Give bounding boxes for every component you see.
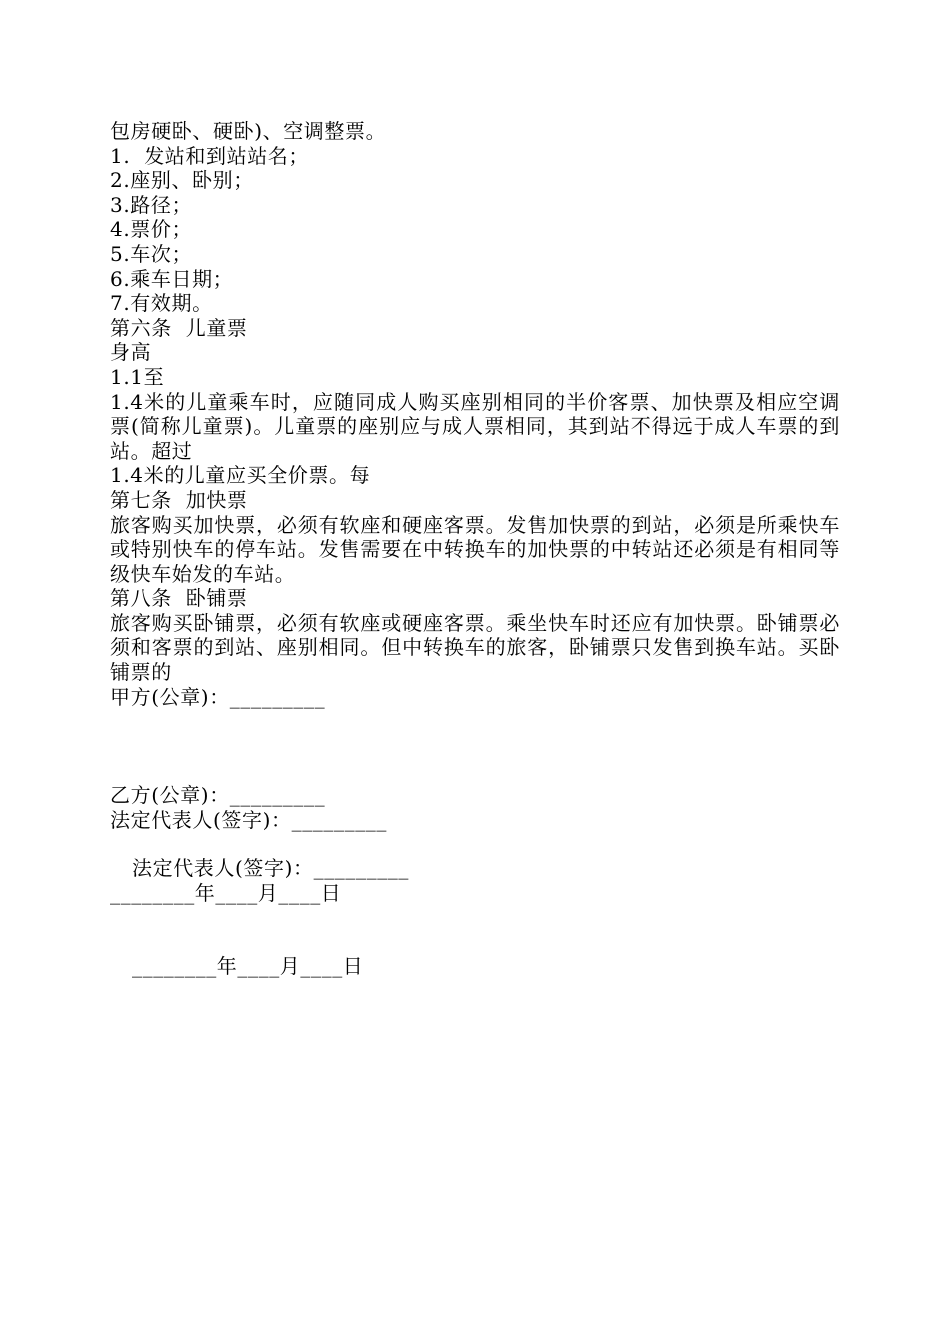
list-item-4: 4.票价； (110, 217, 193, 242)
date-line: ________年____月____日 (110, 881, 342, 906)
article-6-height-label: 身高 (110, 340, 152, 365)
party-a-seal-line: 甲方(公章)：_________ (110, 684, 326, 709)
list-item-7: 7.有效期。 (110, 291, 213, 316)
date-spacer (110, 906, 840, 954)
list-item-2: 2.座别、卧别； (110, 168, 254, 193)
article-6-full-price-line: 1.4米的儿童应买全价票。每 (110, 463, 371, 488)
article-7-title: 第七条 加快票 (110, 487, 248, 512)
article-8-title: 第八条 卧铺票 (110, 586, 248, 611)
legal-representative-line: 法定代表人(签字)：_________ (110, 807, 388, 832)
article-7-paragraph: 旅客购买加快票，必须有软座和硬座客票。发售加快票的到站，必须是所乘快车或特别快车的停车站。发售需要在中转换车的加快票的中转站还必须是有相同等级快车始发的车站。 (110, 512, 840, 586)
list-item-1: 1. 发站和到站站名； (110, 143, 309, 168)
list-item-6: 6.乘车日期； (110, 266, 234, 291)
signature-spacer (110, 709, 840, 783)
list-item-3: 3.路径； (110, 192, 193, 217)
signature-spacer-2 (110, 832, 840, 856)
party-b-seal-line: 乙方(公章)：_________ (110, 783, 326, 808)
article-6-height-value: 1.1至 (110, 364, 165, 389)
legal-representative-line-2: 法定代表人(签字)：_________ (132, 856, 410, 881)
document-body (110, 119, 840, 978)
list-item-5: 5.车次； (110, 241, 193, 266)
ticket-type-line: 包房硬卧、硬卧)、空调整票。 (110, 119, 387, 143)
date-line-2: ________年____月____日 (132, 953, 364, 978)
article-6-title: 第六条 儿童票 (110, 315, 248, 340)
article-8-paragraph: 旅客购买卧铺票，必须有软座或硬座客票。乘坐快车时还应有加快票。卧铺票必须和客票的到站、座别相同。但中转换车的旅客，卧铺票只发售到换车站。买卧铺票的 (110, 610, 840, 685)
article-6-paragraph: 1.4米的儿童乘车时，应随同成人购买座别相同的半价客票、加快票及相应空调票(简称儿童票)。儿童票的座别应与成人票相同，其到站不得远于成人车票的到站。超过 (110, 389, 840, 463)
